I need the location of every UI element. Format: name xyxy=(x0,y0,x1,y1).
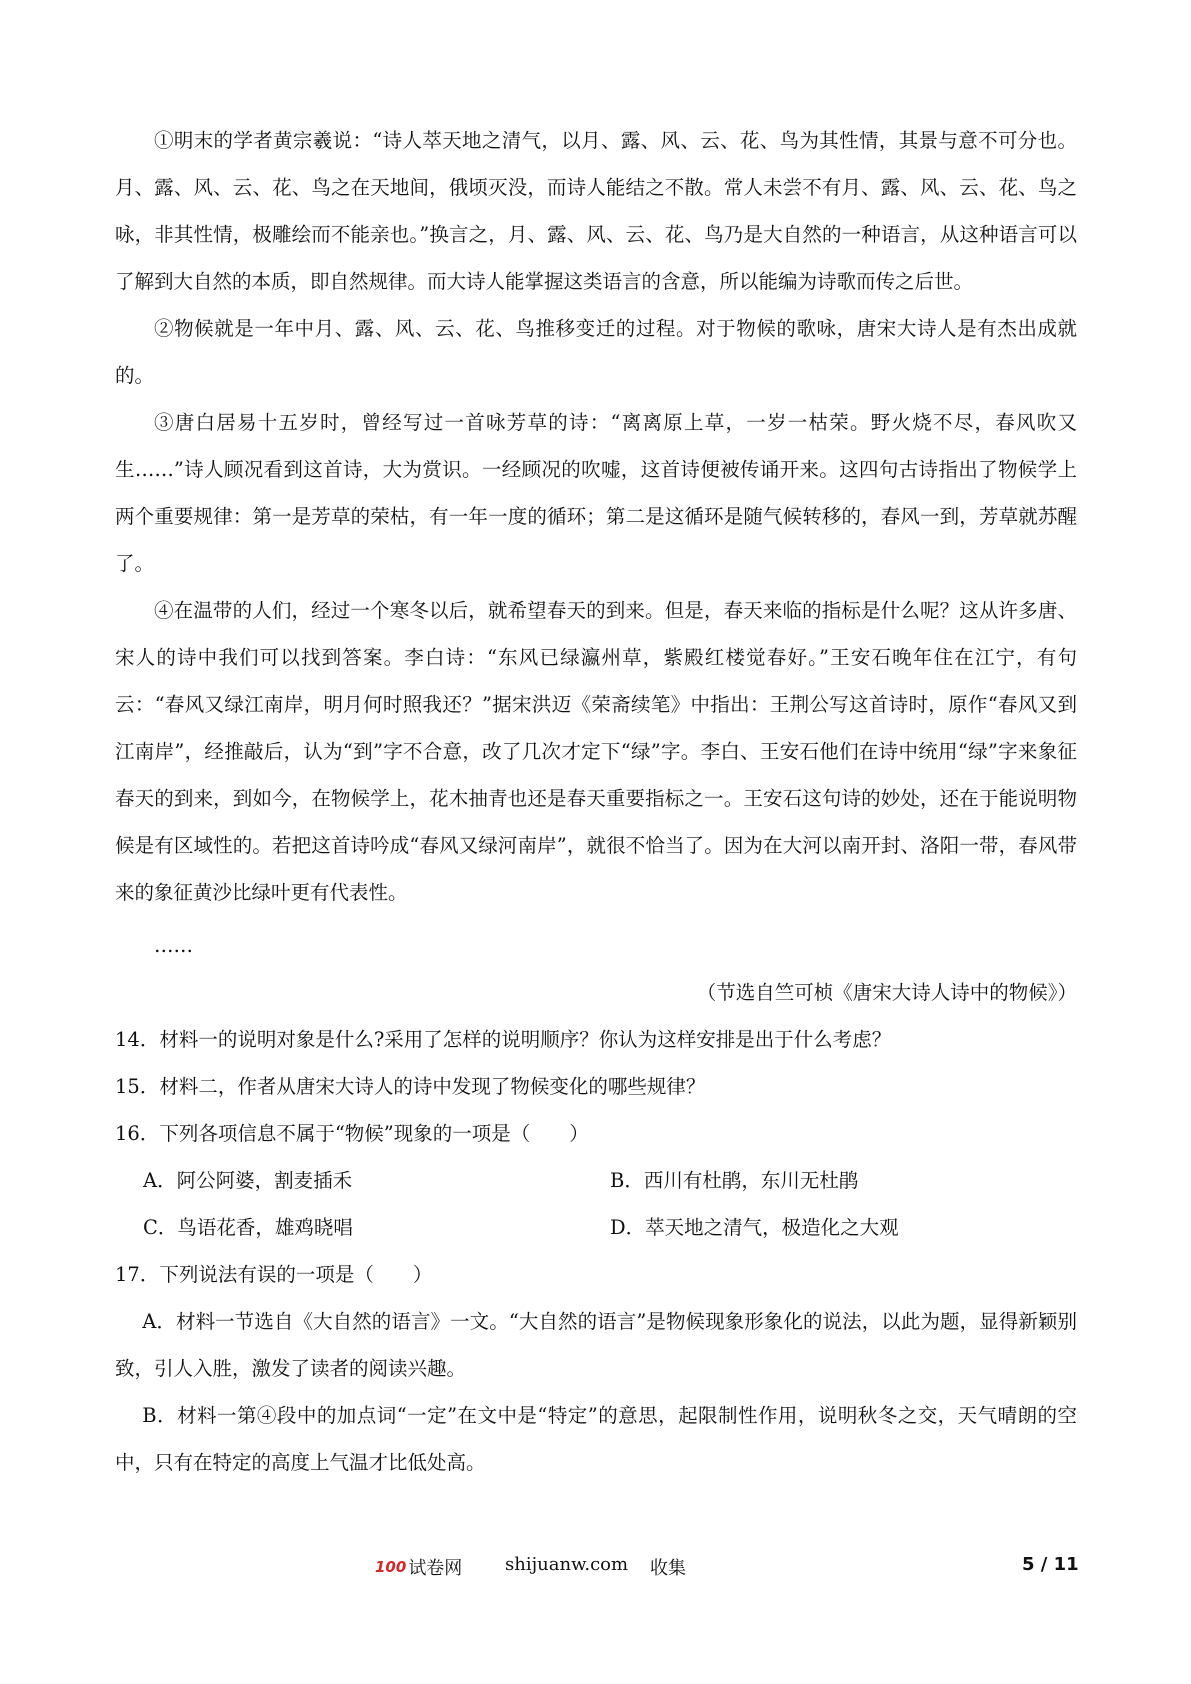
paragraph-1: ①明末的学者黄宗羲说：“诗人萃天地之清气，以月、露、风、云、花、鸟为其性情，其景与意不可分也。月、露、风、云、花、鸟之在天地间，俄顷灭没，而诗人能结之不散。常人未尝不有月、露、风、云、花、鸟之咏，非其性情，极雕绘而不能亲也。”换言之，月、露、风、云、花、鸟乃是大自然的一种语言，从这种语言可以了解到大自然的本质，即自然规律。而大诗人能掌握这类语言的含意，所以能编为诗歌而传之后世。 xyxy=(115,129,1077,293)
site-url[interactable]: shijuanw.com xyxy=(505,1554,629,1575)
logo-icon: 100 xyxy=(375,1558,407,1576)
question-15: 15．材料二，作者从唐宋大诗人的诗中发现了物候变化的哪些规律？ xyxy=(115,1075,706,1098)
source-citation: （节选自竺可桢《唐宋大诗人诗中的物候》） xyxy=(696,981,1077,1004)
question-17-stem: 17．下列说法有误的一项是（ ） xyxy=(115,1263,433,1286)
collect-label: 收集 xyxy=(650,1558,686,1579)
option-b: B．西川有杜鹃，东川无杜鹃 xyxy=(610,1169,859,1192)
paragraph-3: ③唐白居易十五岁时，曾经写过一首咏芳草的诗：“离离原上草，一岁一枯荣。野火烧不尽，春风吹又生……”诗人顾况看到这首诗，大为赏识。一经顾况的吹嘘，这首诗便被传诵开来。这四句古诗指出了物候学上两个重要规律：第一是芳草的荣枯，有一年一度的循环；第二是这循环是随气候转移的，春风一到，芳草就苏醒了。 xyxy=(115,411,1077,575)
paragraph-4: ④在温带的人们，经过一个寒冬以后，就希望春天的到来。但是，春天来临的指标是什么呢？这从许多唐、宋人的诗中我们可以找到答案。李白诗：“东风已绿瀛州草，紫殿红楼觉春好。”王安石晚年住在江宁，有句云：“春风又绿江南岸，明月何时照我还？”据宋洪迈《荣斋续笔》中指出：王荆公写这首诗时，原作“春风又到江南岸”，经推敲后，认为“到”字不合意，改了几次才定下“绿”字。李白、王安石他们在诗中统用“绿”字来象征春天的到来，到如今，在物候学上，花木抽青也还是春天重要指标之一。王安石这句诗的妙处，还在于能说明物候是有区域性的。若把这首诗吟成“春风又绿河南岸”，就很不恰当了。因为在大河以南开封、洛阳一带，春风带来的象征黄沙比绿叶更有代表性。 xyxy=(115,599,1077,904)
question-17-option-b: B．材料一第④段中的加点词“一定”在文中是“特定”的意思，起限制性作用，说明秋冬之交，天气晴朗的空中，只有在特定的高度上气温才比低处高。 xyxy=(115,1404,1077,1474)
page-footer xyxy=(0,1554,1191,1584)
question-16-options-row-2 xyxy=(115,1204,1077,1251)
site-logo xyxy=(375,1554,462,1580)
page-number: 5 / 11 xyxy=(1022,1554,1079,1575)
option-c: C．鸟语花香，雄鸡晓唱 xyxy=(143,1216,353,1239)
question-17-option-a: A．材料一节选自《大自然的语言》一文。“大自然的语言”是物候现象形象化的说法，以此为题，显得新颖别致，引人入胜，激发了读者的阅读兴趣。 xyxy=(115,1310,1077,1380)
logo-text: 试卷网 xyxy=(408,1558,463,1579)
question-14: 14．材料一的说明对象是什么?采用了怎样的说明顺序？你认为这样安排是出于什么考虑？ xyxy=(115,1028,892,1051)
question-16-options-row-1 xyxy=(115,1157,1077,1204)
paragraph-2: ②物候就是一年中月、露、风、云、花、鸟推移变迁的过程。对于物候的歌咏，唐宋大诗人是有杰出成就的。 xyxy=(115,317,1077,387)
question-16-stem: 16．下列各项信息不属于“物候”现象的一项是（ ） xyxy=(115,1122,589,1145)
option-d: D．萃天地之清气，极造化之大观 xyxy=(610,1216,899,1239)
option-a: A．阿公阿婆，割麦插禾 xyxy=(143,1169,353,1192)
ellipsis: …… xyxy=(154,934,193,957)
page-content xyxy=(115,117,1077,1486)
